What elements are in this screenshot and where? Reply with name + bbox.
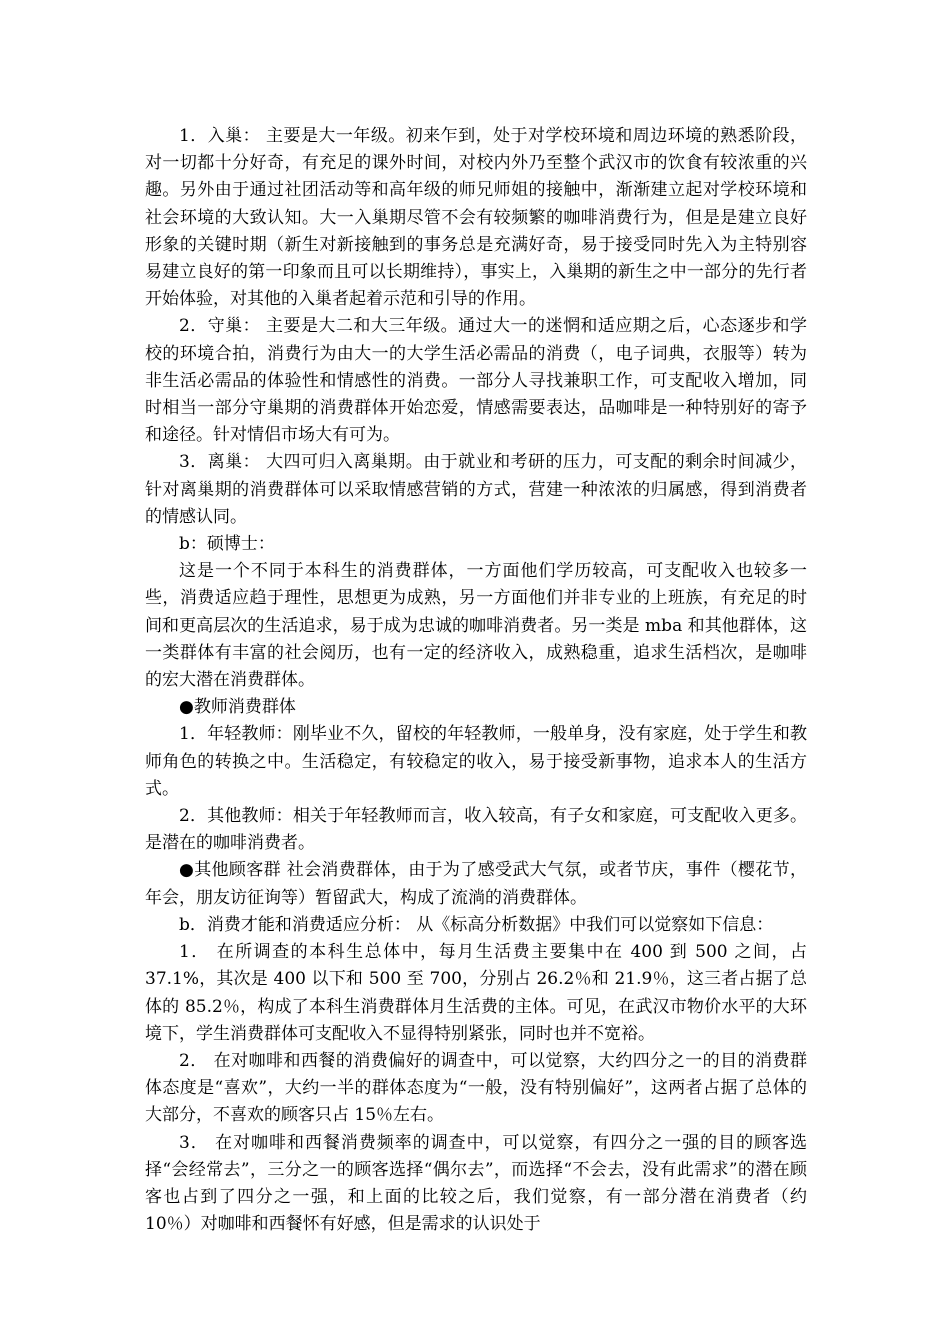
paragraph-lichao: 3．离巢： 大四可归入离巢期。由于就业和考研的压力，可支配的剩余时间减少，针对离巢期的消费群体可以采取情感营销的方式，营建一种浓浓的归属感，得到消费者的情感认同。 xyxy=(145,452,807,527)
heading-consumption-analysis: b．消费才能和消费适应分析： 从《标高分析数据》中我们可以觉察如下信息： xyxy=(179,914,774,935)
paragraph-shuoboshi: 这是一个不同于本科生的消费群体，一方面他们学历较高，可支配收入也较多一些，消费适应趋于理性，思想更为成熟，另一方面他们并非专业的上班族，有充足的时间和更高层次的生活追求，易于成为忠诚的咖啡消费者。另一类是 mba 和其他群体，这一类群体有丰富的社会阅历，也有一定的经济收入，成熟稳重，追求生活档次，是咖啡的宏大潜在消费群体。 xyxy=(145,561,807,691)
paragraph-other-customers: ●其他顾客群 社会消费群体，由于为了感受武大气氛，或者节庆，事件（樱花节，年会，朋友访征询等）暂留武大，构成了流淌的消费群体。 xyxy=(145,860,807,908)
heading-teacher-group: ●教师消费群体 xyxy=(179,697,296,718)
document-body xyxy=(145,123,807,1238)
paragraph-other-teachers: 2．其他教师：相关于年轻教师而言，收入较高，有子女和家庭，可支配收入更多。是潜在的咖啡消费者。 xyxy=(145,806,807,854)
heading-shuoboshi: b：硕博士： xyxy=(179,534,275,555)
paragraph-analysis-3: 3． 在对咖啡和西餐消费频率的调查中，可以觉察，有四分之一强的目的顾客选择“会经常去”，三分之一的顾客选择“偶尔去”，而选择“不会去，没有此需求”的潜在顾客也占到了四分之一强，和上面的比较之后，我们觉察，有一部分潜在消费者（约 10％）对咖啡和西餐怀有好感，但是需求的认识处于 xyxy=(145,1132,807,1235)
paragraph-ruchao: 1．入巢： 主要是大一年级。初来乍到，处于对学校环境和周边环境的熟悉阶段，对一切都十分好奇，有充足的课外时间，对校内外乃至整个武汉市的饮食有较浓重的兴趣。另外由于通过社团活动等和高年级的师兄师姐的接触中，渐渐建立起对学校环境和社会环境的大致认知。大一入巢期尽管不会有较频繁的咖啡消费行为，但是是建立良好形象的关键时期（新生对新接触到的事务总是充满好奇，易于接受同时先入为主特别容易建立良好的第一印象而且可以长期维持），事实上，入巢期的新生之中一部分的先行者开始体验，对其他的入巢者起着示范和引导的作用。 xyxy=(145,126,807,310)
paragraph-young-teachers: 1．年轻教师：刚毕业不久，留校的年轻教师，一般单身，没有家庭，处于学生和教师角色的转换之中。生活稳定，有较稳定的收入，易于接受新事物，追求本人的生活方式。 xyxy=(145,724,807,799)
paragraph-shouchao: 2．守巢： 主要是大二和大三年级。通过大一的迷惘和适应期之后，心态逐步和学校的环境合拍，消费行为由大一的大学生活必需品的消费（，电子词典，衣服等）转为非生活必需品的体验性和情感性的消费。一部分人寻找兼职工作，可支配收入增加，同时相当一部分守巢期的消费群体开始恋爱，情感需要表达，品咖啡是一种特别好的寄予和途径。针对情侣市场大有可为。 xyxy=(145,316,807,446)
paragraph-analysis-2: 2． 在对咖啡和西餐的消费偏好的调查中，可以觉察，大约四分之一的目的消费群体态度是“喜欢”，大约一半的群体态度为“一般，没有特别偏好”，这两者占据了总体的大部分，不喜欢的顾客只占 15％左右。 xyxy=(145,1050,807,1126)
paragraph-analysis-1: 1． 在所调查的本科生总体中，每月生活费主要集中在 400 到 500 之间，占 37.1%，其次是 400 以下和 500 至 700，分别占 26.2％和 21.9％，这三者占据了总体的 85.2％，构成了本科生消费群体月生活费的主体。可见，在武汉市物价水平的大环境下，学生消费群体可支配收入不显得特别紧张，同时也并不宽裕。 xyxy=(145,942,807,1044)
